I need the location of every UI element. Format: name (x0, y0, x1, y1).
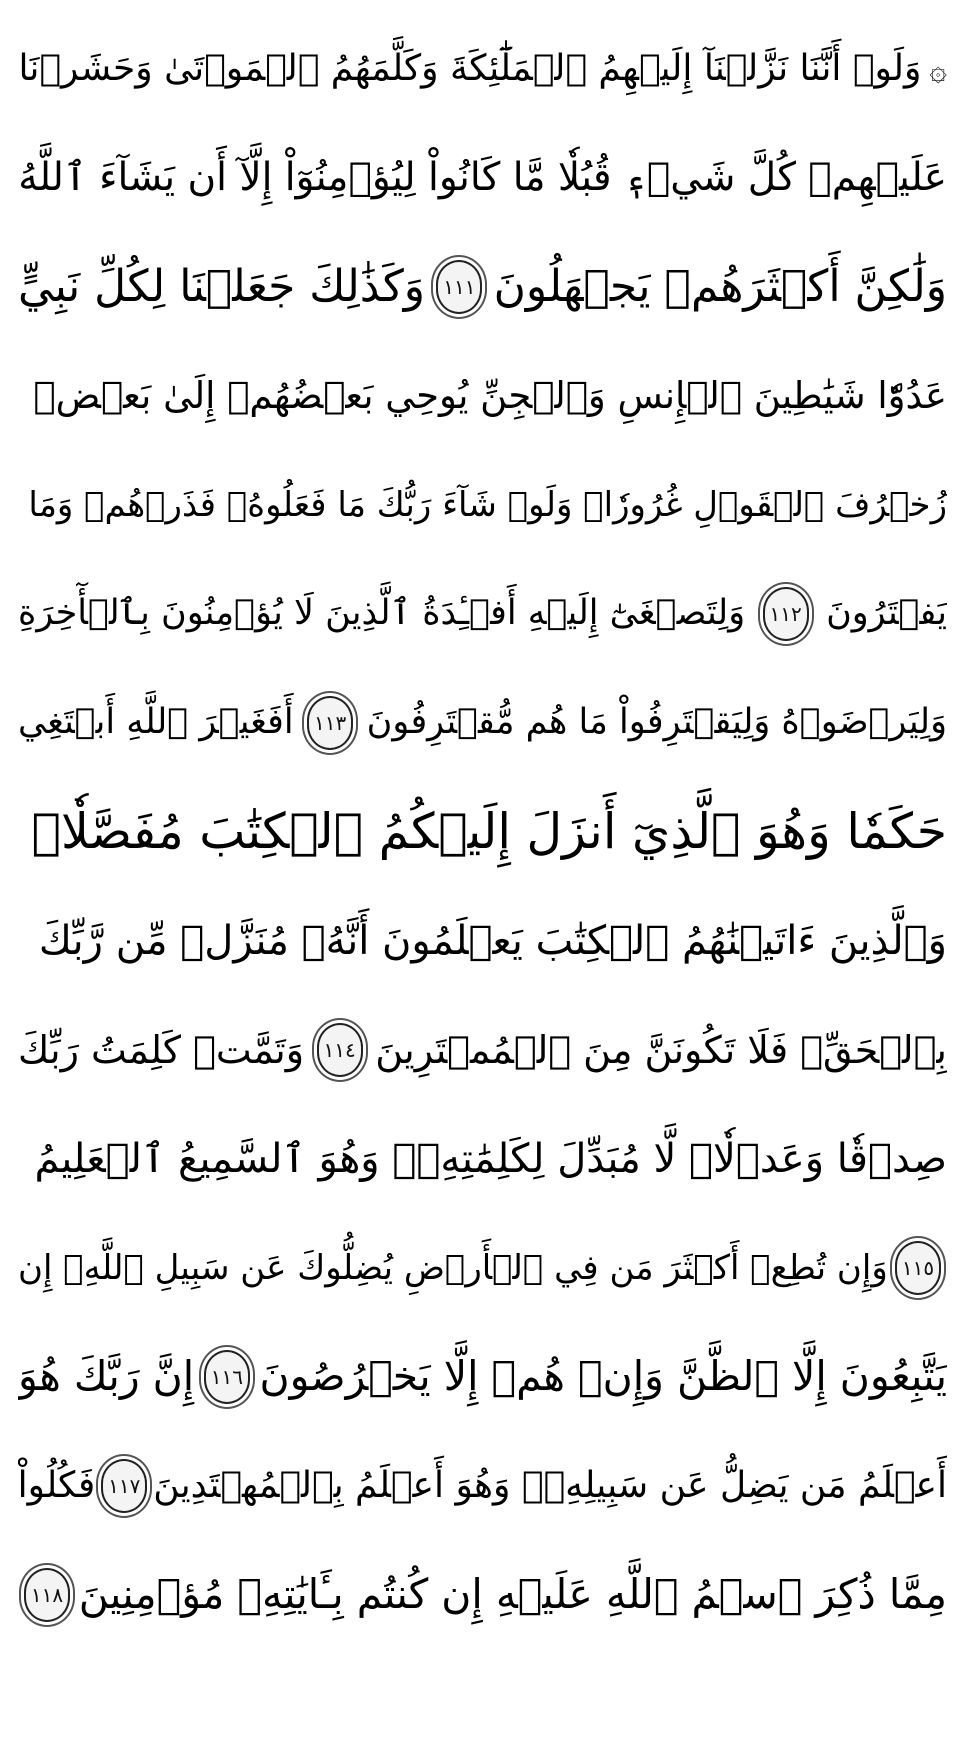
verse-number-marker: ١١٧ (101, 1459, 147, 1513)
text-line-12 (18, 1213, 947, 1322)
text-line-3 (18, 232, 947, 341)
line-segment: فَكُلُواْ (18, 1464, 96, 1506)
verse-number-marker: ١١١ (436, 260, 482, 314)
line-segment: وَلِيَرۡضَوۡهُ وَلِيَقۡتَرِفُواْ مَا هُم مُّقۡتَرِفُونَ (366, 702, 947, 742)
text-line-10 (18, 995, 947, 1104)
text-line-14 (18, 1431, 947, 1540)
text-line-2 (18, 123, 947, 232)
verse-number-marker: ١١٤ (317, 1023, 363, 1077)
line-segment: عَدُوّٗا شَيَٰطِينَ ٱلۡإِنسِ وَٱلۡجِنِّ يُوحِي بَعۡضُهُمۡ إِلَىٰ بَعۡضٖ (33, 374, 947, 417)
line-segment: أَفَغَيۡرَ ٱللَّهِ أَبۡتَغِي (18, 702, 294, 742)
text-line-8 (18, 777, 947, 886)
text-line-7 (18, 668, 947, 777)
line-segment: وَتَمَّتۡ كَلِمَتُ رَبِّكَ (18, 1027, 305, 1072)
line-segment: وَكَذَٰلِكَ جَعَلۡنَا لِكُلِّ نَبِيٍّ (18, 260, 426, 312)
verse-number-marker: ١١٦ (204, 1350, 250, 1404)
line-segment: عَلَيۡهِمۡ كُلَّ شَيۡءٖ قُبُلٗا مَّا كَانُواْ لِيُؤۡمِنُوٓاْ إِلَّآ أَن يَشَآءَ ٱللَّهُ (18, 155, 947, 200)
text-line-1 (18, 14, 947, 123)
line-segment: إِنَّ رَبَّكَ هُوَ (18, 1352, 195, 1400)
hizb-star-icon: ۞ (929, 52, 947, 88)
verse-number-marker: ١١٥ (895, 1241, 941, 1295)
text-line-9 (18, 886, 947, 995)
line-segment: وَلِتَصۡغَىٰٓ إِلَيۡهِ أَفۡـِٔدَةُ ٱلَّذِينَ لَا يُؤۡمِنُونَ بِٱلۡأٓخِرَةِ (18, 593, 746, 633)
line-segment: وَإِن تُطِعۡ أَكۡثَرَ مَن فِي ٱلۡأَرۡضِ يُضِلُّوكَ عَن سَبِيلِ ٱللَّهِۚ إِن (18, 1247, 888, 1288)
line-segment: بِٱلۡحَقِّۖ فَلَا تَكُونَنَّ مِنَ ٱلۡمُمۡتَرِينَ (375, 1027, 947, 1072)
line-segment: يَتَّبِعُونَ إِلَّا ٱلظَّنَّ وَإِنۡ هُمۡ إِلَّا يَخۡرُصُونَ (259, 1352, 947, 1400)
line-segment: أَعۡلَمُ مَن يَضِلُّ عَن سَبِيلِهِۦۖ وَهُوَ أَعۡلَمُ بِٱلۡمُهۡتَدِينَ (153, 1464, 947, 1506)
verse-number-marker: ١١٣ (307, 696, 353, 750)
text-line-5 (18, 450, 947, 559)
line-segment: ۞وَلَوۡ أَنَّنَا نَزَّلۡنَآ إِلَيۡهِمُ ٱلۡمَلَٰٓئِكَةَ وَكَلَّمَهُمُ ٱلۡمَوۡتَىٰ وَحَشَرۡنَا (18, 47, 947, 89)
line-segment: حَكَمٗا وَهُوَ ٱلَّذِيٓ أَنزَلَ إِلَيۡكُمُ ٱلۡكِتَٰبَ مُفَصَّلٗاۚ (31, 803, 947, 860)
line-segment: مِمَّا ذُكِرَ ٱسۡمُ ٱللَّهِ عَلَيۡهِ إِن كُنتُم بِـَٔايَٰتِهِۦ مُؤۡمِنِينَ (78, 1570, 947, 1618)
text-line-6 (18, 559, 947, 668)
line-segment: صِدۡقٗا وَعَدۡلٗاۚ لَّا مُبَدِّلَ لِكَلِمَٰتِهِۦۚ وَهُوَ ٱلسَّمِيعُ ٱلۡعَلِيمُ (34, 1135, 947, 1182)
text-line-11 (18, 1104, 947, 1213)
verse-number-marker: ١١٢ (763, 587, 809, 641)
text-line-13 (18, 1322, 947, 1431)
text-line-4 (18, 341, 947, 450)
line-segment: زُخۡرُفَ ٱلۡقَوۡلِ غُرُورٗاۚ وَلَوۡ شَآءَ رَبُّكَ مَا فَعَلُوهُۖ فَذَرۡهُمۡ وَمَا (28, 484, 947, 525)
verse-number-marker: ١١٨ (24, 1568, 70, 1622)
text-line-15 (18, 1540, 947, 1649)
line-segment: يَفۡتَرُونَ (826, 593, 947, 633)
line-segment: وَلَٰكِنَّ أَكۡثَرَهُمۡ يَجۡهَلُونَ (493, 260, 947, 312)
line-segment: وَٱلَّذِينَ ءَاتَيۡنَٰهُمُ ٱلۡكِتَٰبَ يَعۡلَمُونَ أَنَّهُۥ مُنَزَّلٞ مِّن رَّبِّكَ (38, 917, 947, 964)
